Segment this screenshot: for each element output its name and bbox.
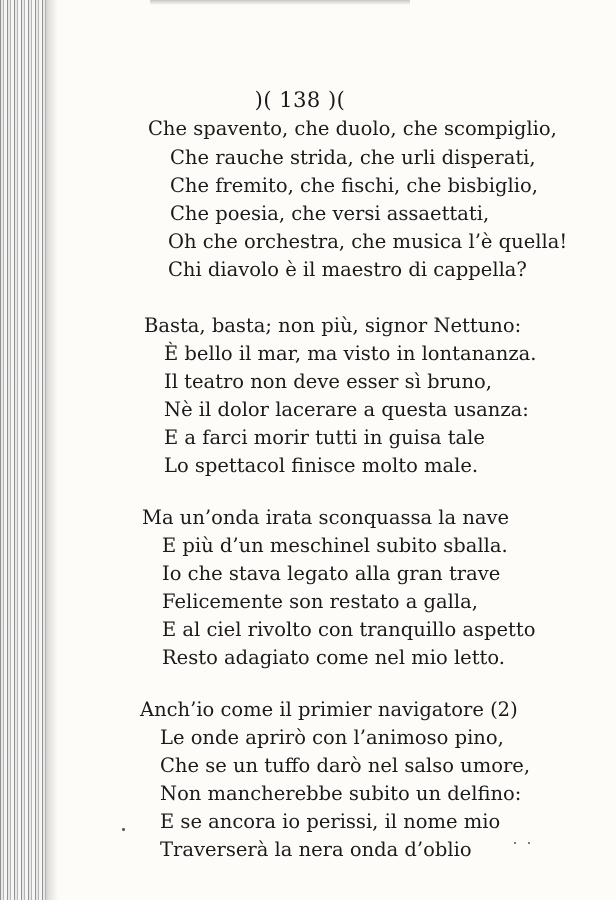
stanza-4-line-5: E se ancora io perissi, il nome mio	[160, 810, 501, 833]
stanza-1-line-3: Che fremito, che fischi, che bisbiglio,	[170, 174, 538, 197]
stanza-4-line-3: Che se un tuffo darò nel salso umore,	[160, 754, 531, 777]
ink-speck	[122, 828, 125, 831]
stanza-4-line-6: Traverserà la nera onda d’oblio	[160, 838, 472, 861]
stanza-2-line-6: Lo spettacol finisce molto male.	[164, 454, 479, 477]
stanza-3-line-6: Resto adagiato come nel mio letto.	[162, 646, 505, 669]
stanza-4-line-1: Anch’io come il primier navigatore (2)	[140, 698, 518, 721]
ink-speck	[528, 842, 530, 844]
page-number-text: )( 138 )(	[254, 88, 346, 112]
stanza-1-line-4: Che poesia, che versi assaettati,	[170, 202, 490, 225]
stanza-3-line-2: E più d’un meschinel subito sballa.	[162, 534, 508, 557]
stanza-1-line-5: Oh che orchestra, che musica l’è quella!	[168, 230, 568, 253]
stanza-4-line-2: Le onde aprirò con l’animoso pino,	[160, 726, 504, 749]
stanza-2-line-5: E a farci morir tutti in guisa tale	[164, 426, 485, 449]
top-edge-shadow	[150, 0, 410, 5]
stanza-1-line-6: Chi diavolo è il maestro di cappella?	[168, 258, 527, 281]
page-number	[0, 86, 616, 114]
stanza-1-line-1: Che spavento, che duolo, che scompiglio,	[148, 117, 557, 140]
stanza-2-line-2: È bello il mar, ma visto in lontananza.	[164, 342, 537, 365]
ink-speck	[514, 842, 516, 844]
stanza-1-line-2: Che rauche strida, che urli disperati,	[170, 146, 536, 169]
stanza-3-line-3: Io che stava legato alla gran trave	[162, 562, 501, 585]
stanza-3-line-5: E al ciel rivolto con tranquillo aspetto	[162, 618, 536, 641]
book-spine-edge	[0, 0, 48, 900]
stanza-3-line-1: Ma un’onda irata sconquassa la nave	[142, 506, 510, 529]
stanza-2-line-1: Basta, basta; non più, signor Nettuno:	[144, 314, 522, 337]
stanza-2-line-3: Il teatro non deve esser sì bruno,	[164, 370, 492, 393]
stanza-3-line-4: Felicemente son restato a galla,	[162, 590, 478, 613]
stanza-2-line-4: Nè il dolor lacerare a questa usanza:	[164, 398, 529, 421]
stanza-4-line-4: Non mancherebbe subito un delfino:	[160, 782, 522, 805]
